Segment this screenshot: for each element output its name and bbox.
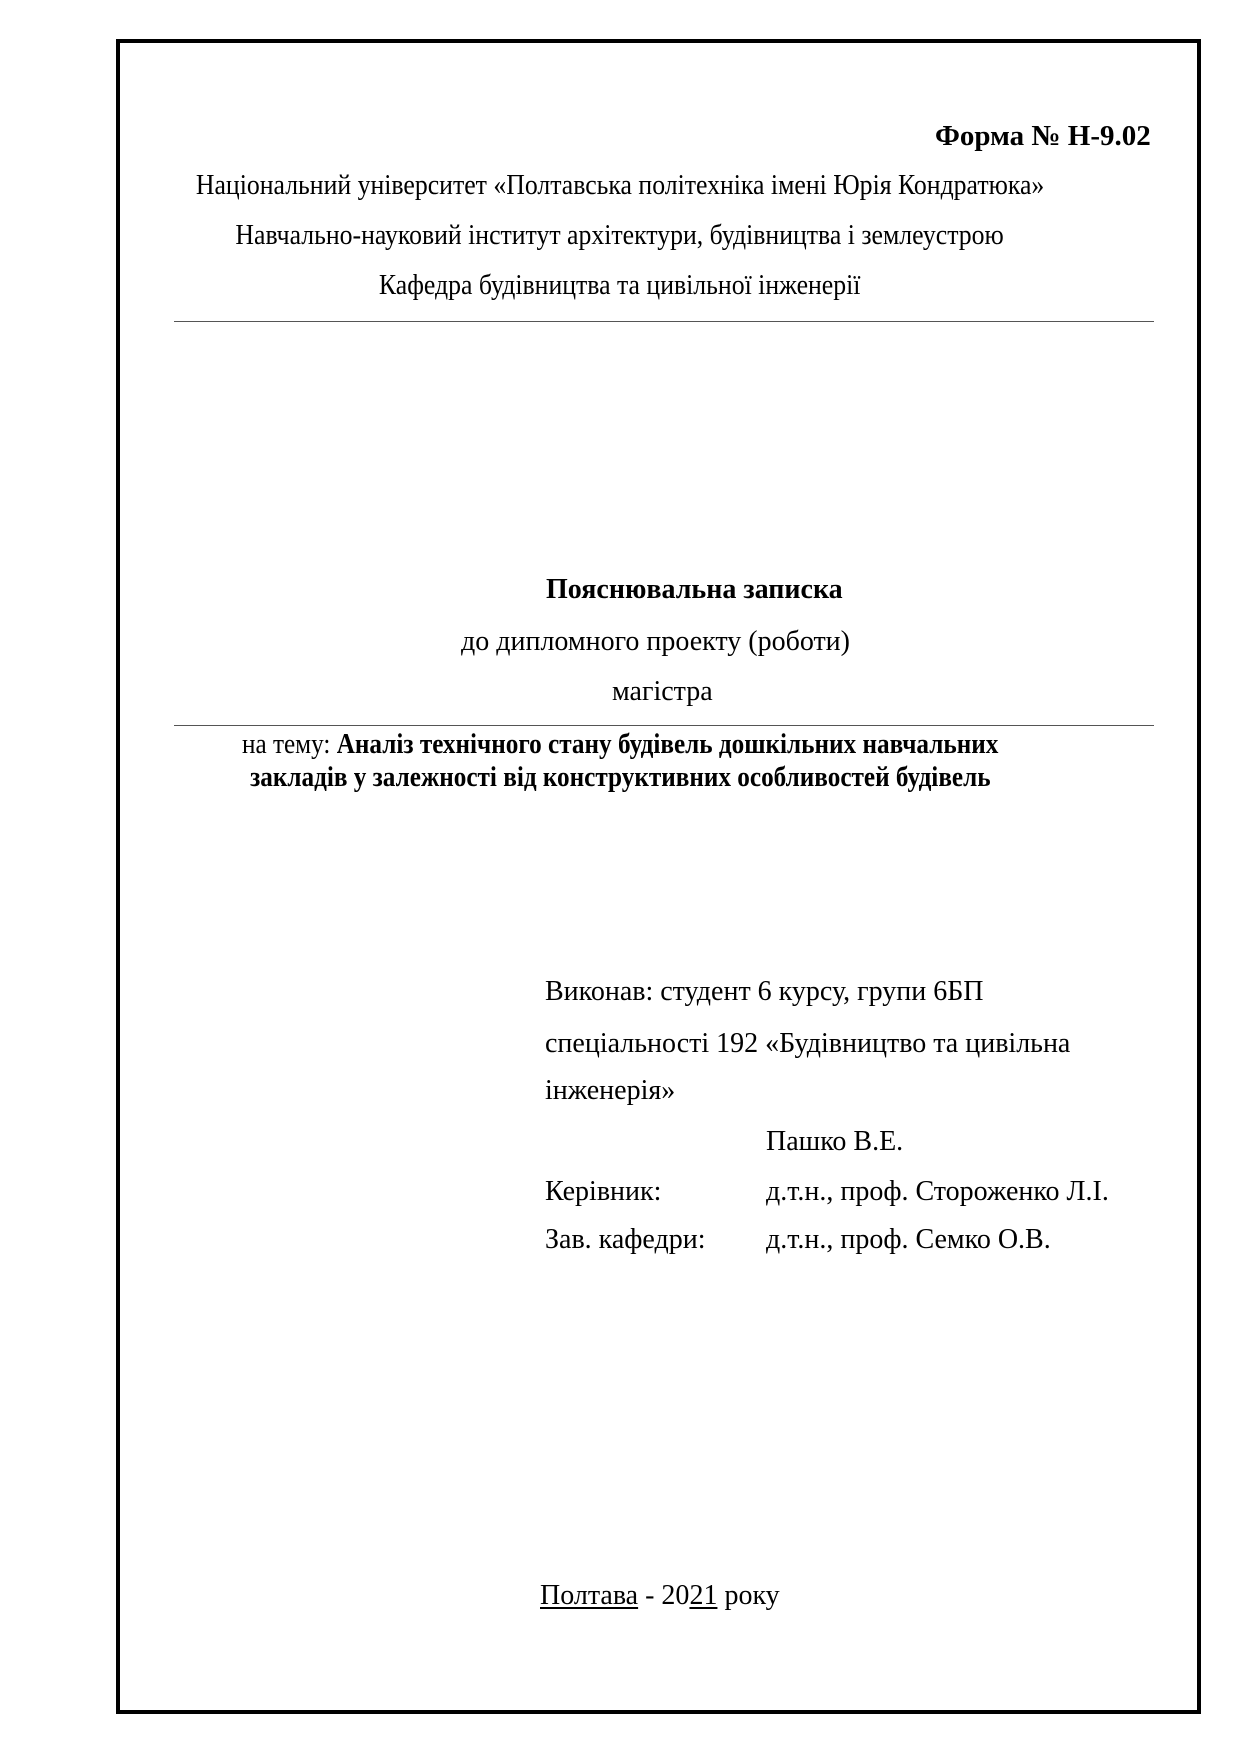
supervisor-name: д.т.н., проф. Стороженко Л.І. [766,1176,1109,1207]
theme-line-1-content [242,731,998,759]
institute-name [0,222,1240,250]
footer-city-year [540,1582,780,1610]
theme-prefix: на тему: [241,729,337,760]
department-name [0,272,1240,300]
department-head-name: д.т.н., проф. Семко О.В. [766,1224,1051,1255]
footer-year-word: року [717,1580,780,1611]
footer-separator: - 20 [638,1580,690,1611]
title-divider [174,725,1154,726]
department-head-label: Зав. кафедри: [545,1224,706,1255]
theme-line-1 [0,731,1240,759]
author-info-line-2: спеціальності 192 «Будівництво та цивільна [545,1028,1071,1059]
university-name-text: Національний університет «Полтавська політехніка імені Юрія Кондратюка» [195,170,1045,201]
form-number-label: Форма № Н-9.02 [935,120,1151,152]
footer-year-suffix: 21 [689,1580,718,1611]
university-name [0,172,1240,200]
degree-label: магістра [612,676,713,707]
institute-name-text: Навчально-науковий інститут архітектури, будівництва і землеустрою [235,220,1005,251]
footer-city: Полтава [540,1580,639,1611]
author-info-line-3: інженерія» [545,1075,676,1106]
header-divider [174,321,1154,322]
theme-title-part-2: закладів у залежності від конструктивних особливостей будівель [249,762,991,793]
author-info-line-1: Виконав: студент 6 курсу, групи 6БП [545,976,984,1007]
department-name-text: Кафедра будівництва та цивільної інженерії [379,270,861,301]
supervisor-label: Керівник: [545,1176,662,1207]
author-name: Пашко В.Е. [766,1126,904,1157]
theme-line-2 [0,764,1240,792]
document-subtitle: до дипломного проекту (роботи) [461,626,850,657]
theme-title-part-1: Аналіз технічного стану будівель дошкільних навчальних [336,729,999,760]
document-title: Пояснювальна записка [546,574,843,605]
